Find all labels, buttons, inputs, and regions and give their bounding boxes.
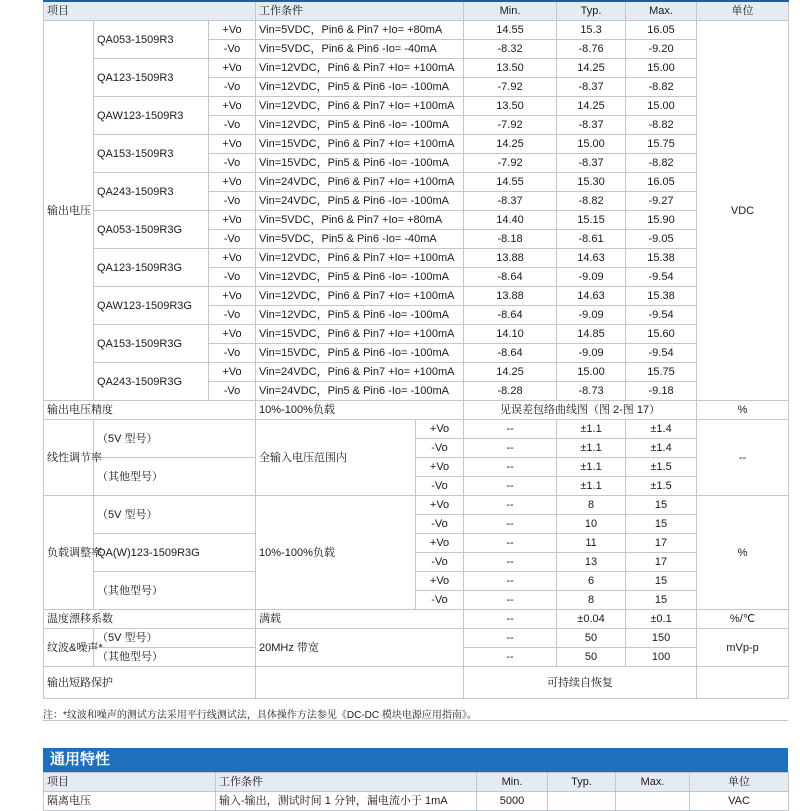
condition-cell: 20MHz 带宽 (256, 629, 464, 667)
unit-cell: mVp-p (697, 629, 789, 667)
condition-cell: Vin=15VDC，Pin6 & Pin7 +Io= +100mA (256, 135, 464, 154)
section-header-bar (43, 748, 788, 772)
group-cell: QA(W)123-1509R3G (94, 534, 256, 572)
table-row (44, 496, 789, 515)
typ-cell: 15.3 (557, 21, 626, 40)
min-cell: -- (464, 553, 557, 572)
max-cell: 15.60 (626, 325, 697, 344)
max-cell: -8.82 (626, 154, 697, 173)
output-cell: +Vo (209, 21, 256, 40)
group-cell: （5V 型号） (94, 629, 256, 648)
output-cell: +Vo (416, 572, 464, 591)
header-max: Max. (616, 773, 690, 792)
unit-cell: %/℃ (697, 610, 789, 629)
min-cell: 14.40 (464, 211, 557, 230)
typ-cell: -8.37 (557, 78, 626, 97)
model-cell: QAW123-1509R3G (94, 287, 209, 325)
unit-cell: VDC (697, 21, 789, 401)
typ-cell: 15.30 (557, 173, 626, 192)
output-cell: -Vo (209, 382, 256, 401)
max-cell: -9.18 (626, 382, 697, 401)
max-cell: 15.90 (626, 211, 697, 230)
min-cell: -7.92 (464, 154, 557, 173)
max-cell: -9.05 (626, 230, 697, 249)
max-cell: -9.20 (626, 40, 697, 59)
table-row (44, 211, 789, 230)
group-cell: （其他型号） (94, 648, 256, 667)
min-cell: -8.32 (464, 40, 557, 59)
condition-cell: Vin=12VDC，Pin5 & Pin6 -Io= -100mA (256, 78, 464, 97)
output-cell: +Vo (209, 135, 256, 154)
table-row (44, 97, 789, 116)
output-cell: +Vo (209, 97, 256, 116)
header-row (44, 1, 789, 21)
max-cell: -8.82 (626, 78, 697, 97)
group-cell: （5V 型号） (94, 420, 256, 458)
typ-cell: 13 (557, 553, 626, 572)
typ-cell: 14.25 (557, 59, 626, 78)
output-cell: +Vo (209, 173, 256, 192)
header-min: Min. (464, 1, 557, 21)
output-cell: -Vo (209, 192, 256, 211)
condition-cell: 10%-100%负载 (256, 496, 416, 610)
output-cell: -Vo (209, 40, 256, 59)
min-cell: -- (464, 534, 557, 553)
typ-cell: -8.73 (557, 382, 626, 401)
condition-cell: Vin=5VDC，Pin6 & Pin7 +Io= +80mA (256, 21, 464, 40)
condition-cell: 输入-输出，测试时间 1 分钟，漏电流小于 1mA (216, 792, 477, 811)
min-cell: -8.28 (464, 382, 557, 401)
min-cell: -- (464, 610, 557, 629)
param-label: 负载调整率 (44, 496, 94, 610)
output-cell: +Vo (209, 363, 256, 382)
min-cell: -8.64 (464, 306, 557, 325)
max-cell: ±1.5 (626, 458, 697, 477)
condition-cell: Vin=5VDC，Pin6 & Pin6 -Io= -40mA (256, 40, 464, 59)
typ-cell: 15.00 (557, 135, 626, 154)
output-cell: -Vo (416, 515, 464, 534)
typ-cell: -9.09 (557, 344, 626, 363)
max-cell: 16.05 (626, 173, 697, 192)
model-cell: QA053-1509R3 (94, 21, 209, 59)
table-row (44, 325, 789, 344)
min-cell: -- (464, 477, 557, 496)
condition-cell: Vin=24VDC，Pin5 & Pin6 -Io= -100mA (256, 382, 464, 401)
table-row (44, 363, 789, 382)
group-cell: （其他型号） (94, 572, 256, 610)
typ-cell: -8.61 (557, 230, 626, 249)
typ-cell: -9.09 (557, 306, 626, 325)
typ-cell: 8 (557, 496, 626, 515)
condition-cell: Vin=24VDC，Pin6 & Pin7 +Io= +100mA (256, 363, 464, 382)
condition-cell: Vin=12VDC，Pin6 & Pin7 +Io= +100mA (256, 97, 464, 116)
output-cell: +Vo (209, 325, 256, 344)
typ-cell: ±1.1 (557, 477, 626, 496)
typ-cell: 15.00 (557, 363, 626, 382)
min-cell: 14.25 (464, 363, 557, 382)
unit-cell: % (697, 496, 789, 610)
model-cell: QA153-1509R3G (94, 325, 209, 363)
max-cell: 150 (626, 629, 697, 648)
typ-cell: 11 (557, 534, 626, 553)
condition-cell: Vin=15VDC，Pin6 & Pin7 +Io= +100mA (256, 325, 464, 344)
min-cell: 14.10 (464, 325, 557, 344)
model-cell: QA243-1509R3 (94, 173, 209, 211)
table-row (44, 21, 789, 40)
header-min: Min. (477, 773, 548, 792)
typ-cell: 14.85 (557, 325, 626, 344)
output-cell: -Vo (209, 116, 256, 135)
min-cell: 13.50 (464, 59, 557, 78)
min-cell: -- (464, 572, 557, 591)
table-row (44, 135, 789, 154)
condition-cell: Vin=24VDC，Pin6 & Pin7 +Io= +100mA (256, 173, 464, 192)
output-cell: -Vo (416, 553, 464, 572)
table-row (44, 667, 789, 699)
typ-cell: -8.37 (557, 116, 626, 135)
max-cell: 15.00 (626, 97, 697, 116)
max-cell: -9.27 (626, 192, 697, 211)
condition-cell: 满载 (256, 610, 464, 629)
max-cell: 100 (626, 648, 697, 667)
general-header-row (44, 773, 789, 792)
output-spec-table (43, 0, 789, 699)
min-cell: 13.88 (464, 287, 557, 306)
max-cell: 16.05 (626, 21, 697, 40)
output-cell: -Vo (416, 439, 464, 458)
condition-cell: Vin=12VDC，Pin5 & Pin6 -Io= -100mA (256, 268, 464, 287)
min-cell: 14.25 (464, 135, 557, 154)
condition-cell: Vin=5VDC，Pin6 & Pin7 +Io= +80mA (256, 211, 464, 230)
output-cell: -Vo (416, 591, 464, 610)
typ-cell: ±1.1 (557, 458, 626, 477)
max-cell: ±1.5 (626, 477, 697, 496)
condition-cell: Vin=24VDC，Pin5 & Pin6 -Io= -100mA (256, 192, 464, 211)
typ-cell: 10 (557, 515, 626, 534)
max-cell: 15.38 (626, 249, 697, 268)
min-cell: -- (464, 515, 557, 534)
max-cell: ±1.4 (626, 439, 697, 458)
typ-cell: 14.25 (557, 97, 626, 116)
param-label: 输出电压精度 (44, 401, 256, 420)
output-cell: +Vo (209, 59, 256, 78)
param-label: 温度漂移系数 (44, 610, 256, 629)
max-cell: ±1.4 (626, 420, 697, 439)
max-cell: 15 (626, 591, 697, 610)
min-cell: -- (464, 591, 557, 610)
footnote-divider (43, 720, 788, 721)
condition-cell: Vin=12VDC，Pin5 & Pin6 -Io= -100mA (256, 306, 464, 325)
min-cell: -- (464, 629, 557, 648)
typ-cell: 可持续自恢复 (464, 667, 697, 699)
table-row (44, 420, 789, 439)
output-cell: -Vo (209, 78, 256, 97)
header-max: Max. (626, 1, 697, 21)
section-title: 通用特性 (50, 751, 111, 768)
typ-cell: 50 (557, 648, 626, 667)
condition-cell: Vin=5VDC，Pin5 & Pin6 -Io= -40mA (256, 230, 464, 249)
condition-cell: 10%-100%负载 (256, 401, 464, 420)
max-cell: 17 (626, 534, 697, 553)
condition-cell: Vin=12VDC，Pin6 & Pin7 +Io= +100mA (256, 59, 464, 78)
max-cell: 15.00 (626, 59, 697, 78)
header-condition: 工作条件 (216, 773, 477, 792)
table-row (44, 401, 789, 420)
max-cell: -9.54 (626, 344, 697, 363)
min-cell: -8.37 (464, 192, 557, 211)
output-cell: +Vo (209, 211, 256, 230)
model-cell: QA123-1509R3 (94, 59, 209, 97)
header-typ: Typ. (548, 773, 616, 792)
output-cell: +Vo (209, 249, 256, 268)
max-cell: -8.82 (626, 116, 697, 135)
max-cell: ±0.1 (626, 610, 697, 629)
min-cell: -- (464, 439, 557, 458)
output-cell: -Vo (209, 306, 256, 325)
unit-cell: -- (697, 420, 789, 496)
max-cell: 15 (626, 515, 697, 534)
group-cell: （其他型号） (94, 458, 256, 496)
model-cell: QA153-1509R3 (94, 135, 209, 173)
condition-cell: 全输入电压范围内 (256, 420, 416, 496)
header-unit: 单位 (690, 773, 789, 792)
item-cell: 隔离电压 (44, 792, 216, 811)
output-cell: +Vo (416, 420, 464, 439)
condition-cell: Vin=12VDC，Pin5 & Pin6 -Io= -100mA (256, 116, 464, 135)
header-typ: Typ. (557, 1, 626, 21)
table-row (44, 287, 789, 306)
min-cell: -7.92 (464, 116, 557, 135)
min-cell: 13.88 (464, 249, 557, 268)
min-cell: 5000 (477, 792, 548, 811)
output-cell: -Vo (209, 344, 256, 363)
table-row (44, 610, 789, 629)
condition-cell: Vin=12VDC，Pin6 & Pin7 +Io= +100mA (256, 249, 464, 268)
min-cell: -8.18 (464, 230, 557, 249)
unit-cell (697, 667, 789, 699)
header-item: 项目 (44, 1, 256, 21)
footnote: 注：*纹波和噪声的测试方法采用平行线测试法，具体操作方法参见《DC-DC 模块电源应用指南》。 (43, 710, 477, 721)
output-cell: -Vo (209, 268, 256, 287)
table-row (44, 249, 789, 268)
model-cell: QAW123-1509R3 (94, 97, 209, 135)
table-row (44, 458, 789, 477)
condition-cell: Vin=12VDC，Pin6 & Pin7 +Io= +100mA (256, 287, 464, 306)
output-cell: -Vo (416, 477, 464, 496)
output-cell: +Vo (416, 496, 464, 515)
min-cell: -7.92 (464, 78, 557, 97)
typ-cell: 50 (557, 629, 626, 648)
max-cell: 17 (626, 553, 697, 572)
min-cell: 13.50 (464, 97, 557, 116)
header-item: 项目 (44, 773, 216, 792)
min-cell: -- (464, 648, 557, 667)
max-cell: -9.54 (626, 268, 697, 287)
condition-cell: Vin=15VDC，Pin5 & Pin6 -Io= -100mA (256, 344, 464, 363)
table-row (44, 173, 789, 192)
table-row (44, 792, 789, 811)
min-cell: -- (464, 458, 557, 477)
typ-cell: ±1.1 (557, 439, 626, 458)
header-unit: 单位 (697, 1, 789, 21)
unit-cell: VAC (690, 792, 789, 811)
typ-cell (548, 792, 616, 811)
output-cell: +Vo (209, 287, 256, 306)
typ-cell: 14.63 (557, 287, 626, 306)
min-cell: -- (464, 420, 557, 439)
table-row (44, 572, 789, 591)
model-cell: QA243-1509R3G (94, 363, 209, 401)
typ-cell: 6 (557, 572, 626, 591)
typ-cell: -8.82 (557, 192, 626, 211)
param-label: 纹波&噪声* (44, 629, 94, 667)
model-cell: QA123-1509R3G (94, 249, 209, 287)
typ-cell: 8 (557, 591, 626, 610)
output-cell: +Vo (416, 458, 464, 477)
condition-cell (256, 667, 464, 699)
min-cell: 14.55 (464, 173, 557, 192)
max-cell: 15.38 (626, 287, 697, 306)
min-cell: 14.55 (464, 21, 557, 40)
min-cell: -8.64 (464, 344, 557, 363)
header-condition: 工作条件 (256, 1, 464, 21)
unit-cell: % (697, 401, 789, 420)
typ-cell: ±1.1 (557, 420, 626, 439)
min-cell: -- (464, 496, 557, 515)
condition-cell: Vin=15VDC，Pin5 & Pin6 -Io= -100mA (256, 154, 464, 173)
group-cell: （5V 型号） (94, 496, 256, 534)
typ-cell: -9.09 (557, 268, 626, 287)
max-cell: 15 (626, 572, 697, 591)
param-label: 线性调节率 (44, 420, 94, 496)
typ-cell: -8.76 (557, 40, 626, 59)
table-row (44, 534, 789, 553)
max-cell: -9.54 (626, 306, 697, 325)
typ-cell: ±0.04 (557, 610, 626, 629)
output-cell: -Vo (209, 230, 256, 249)
output-cell: +Vo (416, 534, 464, 553)
model-cell: QA053-1509R3G (94, 211, 209, 249)
output-cell: -Vo (209, 154, 256, 173)
max-cell: 15.75 (626, 135, 697, 154)
typ-cell: 14.63 (557, 249, 626, 268)
typ-cell: 15.15 (557, 211, 626, 230)
typ-cell: -8.37 (557, 154, 626, 173)
param-label: 输出电压 (44, 21, 94, 401)
param-label: 输出短路保护 (44, 667, 256, 699)
max-cell: 15 (626, 496, 697, 515)
table-row (44, 629, 789, 648)
min-cell: -8.64 (464, 268, 557, 287)
table-row (44, 59, 789, 78)
max-cell (616, 792, 690, 811)
max-cell: 15.75 (626, 363, 697, 382)
general-spec-table (43, 772, 789, 811)
typ-cell: 见误差包络曲线图（图 2-图 17） (464, 401, 697, 420)
